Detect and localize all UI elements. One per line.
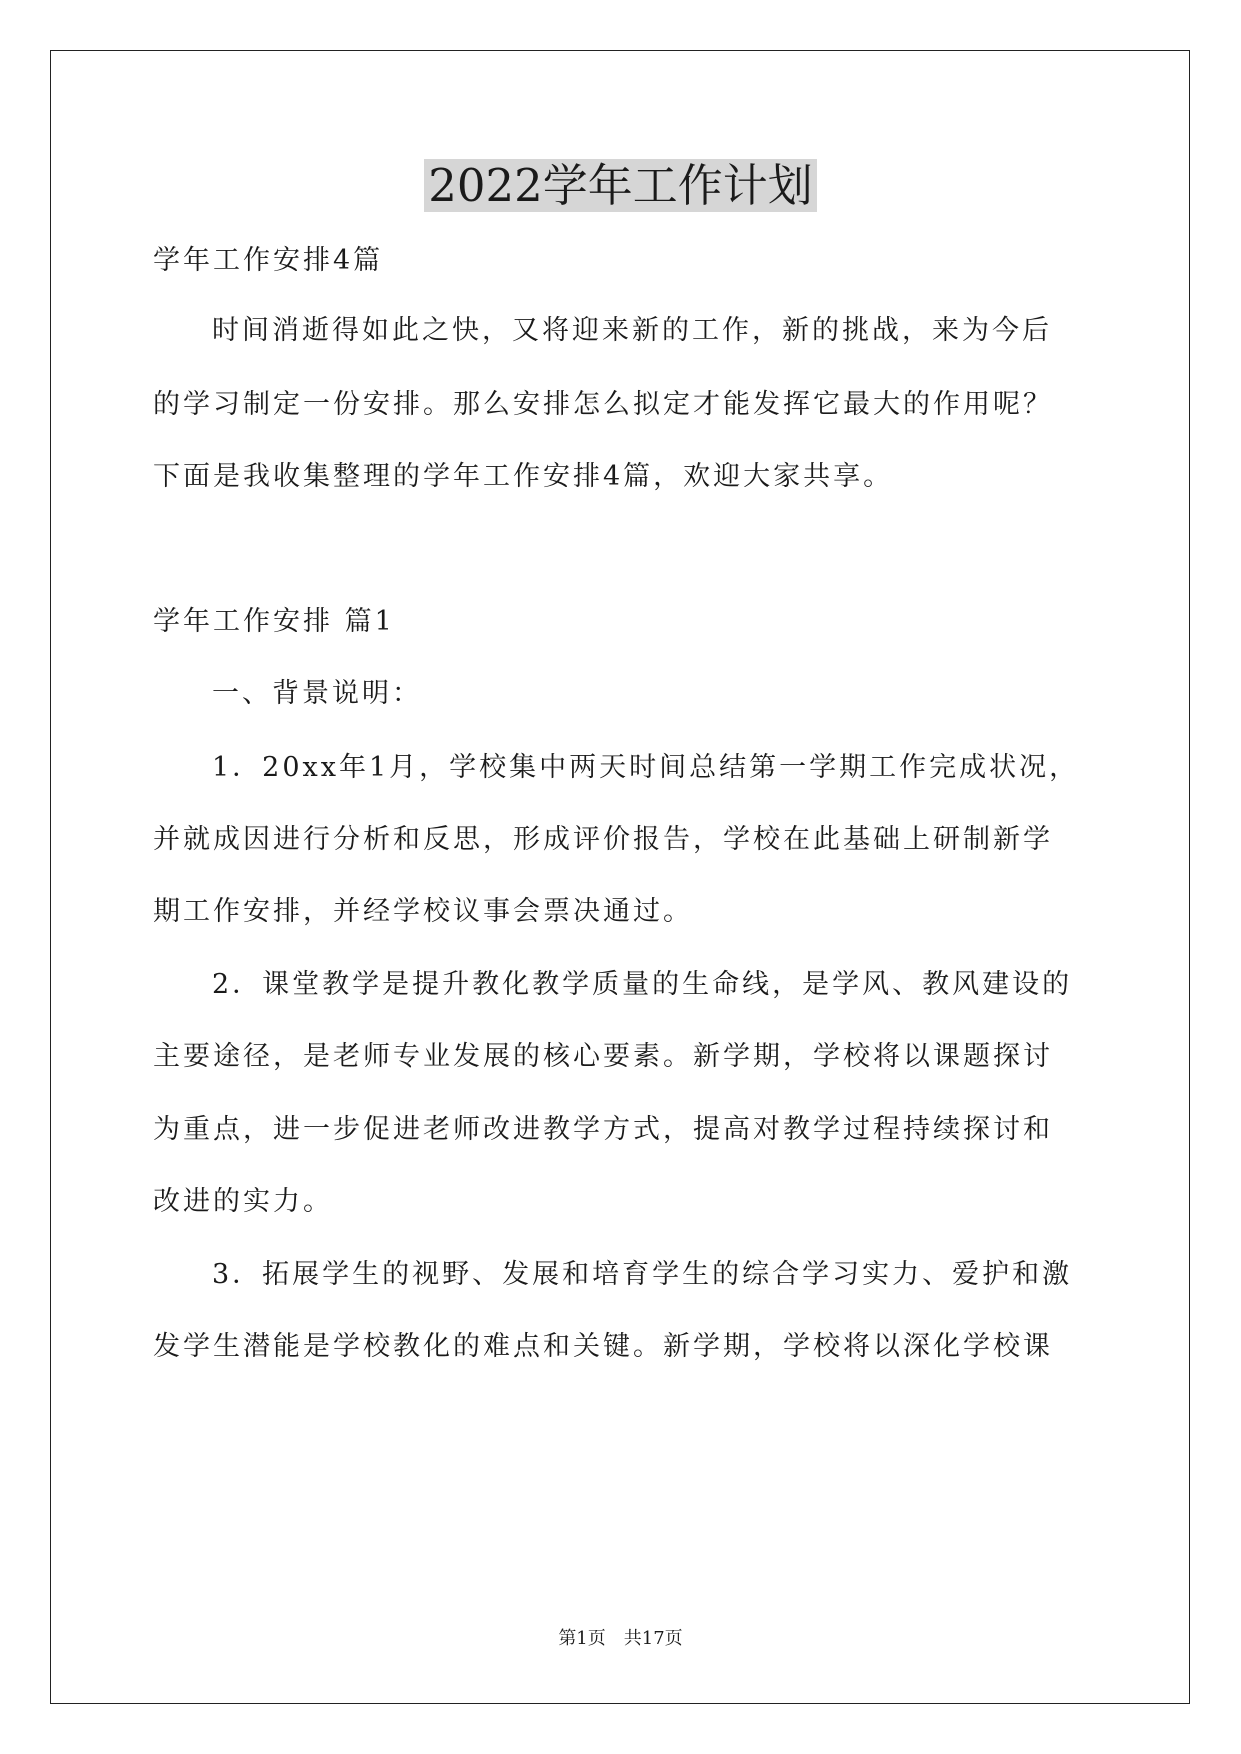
subheading: 一、背景说明： bbox=[212, 678, 422, 709]
item1-line: 并就成因进行分析和反思，形成评价报告，学校在此基础上研制新学 bbox=[153, 824, 1053, 855]
item2-line: 改进的实力。 bbox=[153, 1186, 333, 1217]
intro-line: 的学习制定一份安排。那么安排怎么拟定才能发挥它最大的作用呢？ bbox=[153, 389, 1053, 420]
intro-line: 时间消逝得如此之快，又将迎来新的工作，新的挑战，来为今后 bbox=[212, 315, 1052, 346]
page-border bbox=[50, 50, 1190, 1704]
item1-line: 1．20xx年1月，学校集中两天时间总结第一学期工作完成状况， bbox=[212, 752, 1080, 783]
page-footer: 第1页 共17页 bbox=[558, 1628, 683, 1649]
document-subtitle: 学年工作安排4篇 bbox=[153, 245, 384, 276]
item3-line: 3．拓展学生的视野、发展和培育学生的综合学习实力、爱护和激 bbox=[212, 1259, 1073, 1290]
item2-line: 为重点，进一步促进老师改进教学方式，提高对教学过程持续探讨和 bbox=[153, 1114, 1053, 1145]
document-title bbox=[0, 158, 1241, 214]
intro-line: 下面是我收集整理的学年工作安排4篇，欢迎大家共享。 bbox=[153, 461, 894, 492]
section-heading: 学年工作安排 篇1 bbox=[153, 606, 395, 637]
item1-line: 期工作安排，并经学校议事会票决通过。 bbox=[153, 896, 693, 927]
item3-line: 发学生潜能是学校教化的难点和关键。新学期，学校将以深化学校课 bbox=[153, 1331, 1053, 1362]
item2-line: 2．课堂教学是提升教化教学质量的生命线，是学风、教风建设的 bbox=[212, 969, 1073, 1000]
document-title-text: 2022学年工作计划 bbox=[424, 159, 817, 212]
item2-line: 主要途径，是老师专业发展的核心要素。新学期，学校将以课题探讨 bbox=[153, 1041, 1053, 1072]
